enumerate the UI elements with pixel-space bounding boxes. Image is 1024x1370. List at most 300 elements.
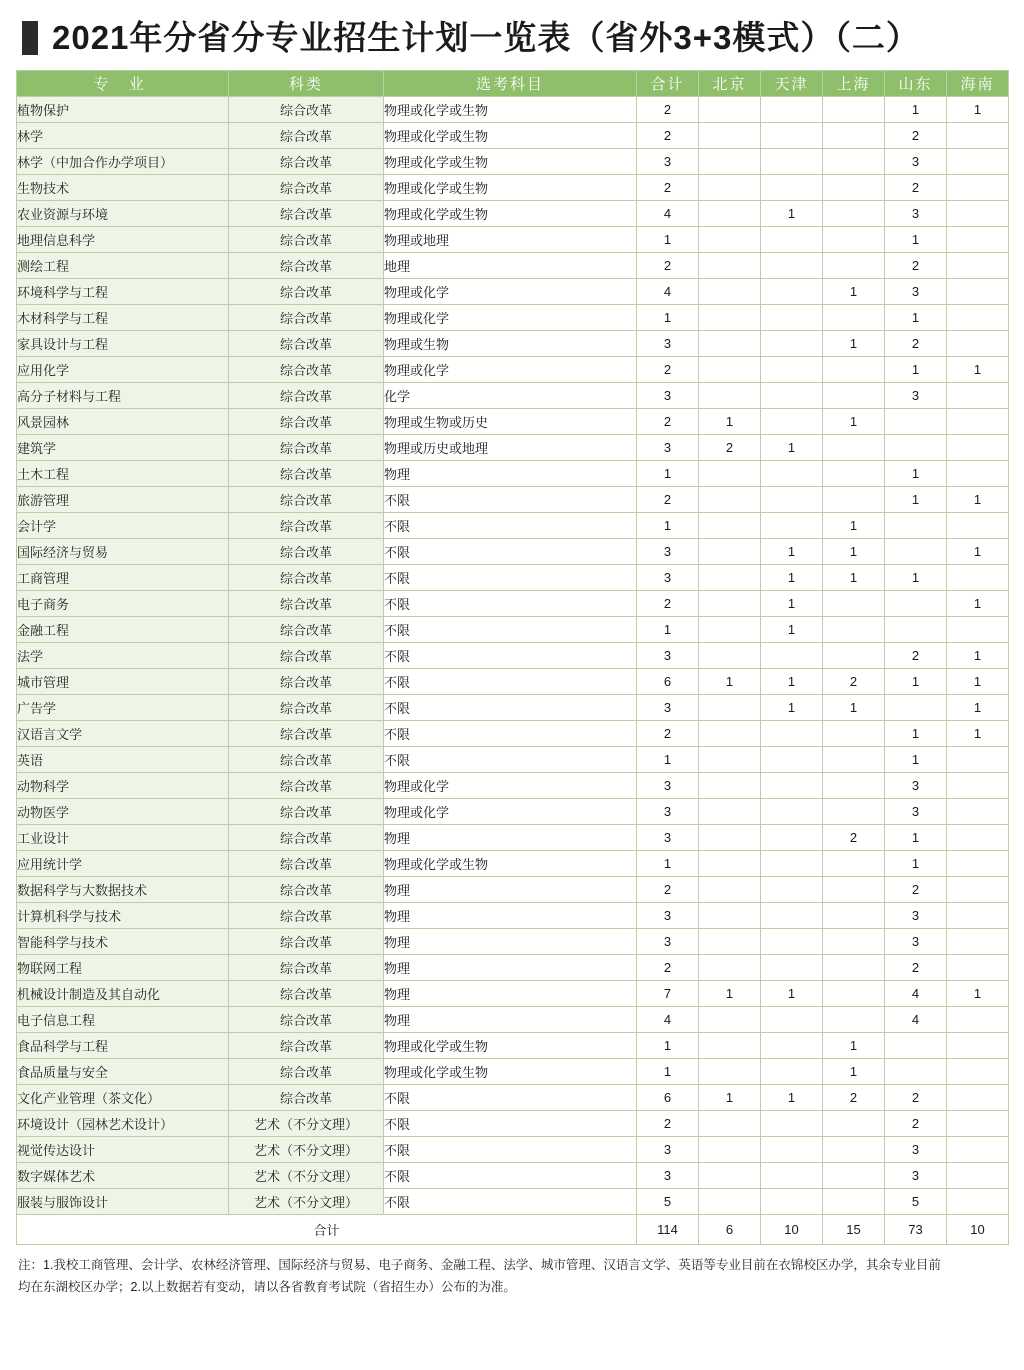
subject-cell: 物理或地理	[384, 227, 637, 253]
subject-cell: 物理或化学	[384, 305, 637, 331]
hainan-cell: 1	[947, 591, 1009, 617]
tianjin-cell	[761, 721, 823, 747]
major-cell: 国际经济与贸易	[17, 539, 229, 565]
subject-cell: 不限	[384, 695, 637, 721]
subject-cell: 物理	[384, 955, 637, 981]
total-cell: 1	[637, 305, 699, 331]
total-cell: 3	[637, 825, 699, 851]
shandong-cell: 3	[885, 1163, 947, 1189]
shanghai-cell	[823, 1163, 885, 1189]
tianjin-cell: 1	[761, 201, 823, 227]
major-cell: 英语	[17, 747, 229, 773]
shandong-cell	[885, 539, 947, 565]
major-cell: 物联网工程	[17, 955, 229, 981]
total-cell: 1	[637, 1033, 699, 1059]
table-row	[17, 773, 1009, 799]
table-row	[17, 669, 1009, 695]
tianjin-cell	[761, 1059, 823, 1085]
major-cell: 林学	[17, 123, 229, 149]
subject-cell: 地理	[384, 253, 637, 279]
shandong-cell: 1	[885, 461, 947, 487]
footnote-line-2: 均在东湖校区办学；2.以上数据若有变动，请以各省教育考试院（省招生办）公布的为准。	[18, 1279, 516, 1294]
table-row	[17, 461, 1009, 487]
major-cell: 城市管理	[17, 669, 229, 695]
total-cell: 1	[637, 747, 699, 773]
table-row	[17, 955, 1009, 981]
hainan-cell	[947, 461, 1009, 487]
total-cell: 3	[637, 383, 699, 409]
hainan-cell	[947, 435, 1009, 461]
shandong-cell	[885, 591, 947, 617]
major-cell: 数据科学与大数据技术	[17, 877, 229, 903]
hainan-cell	[947, 253, 1009, 279]
major-cell: 服装与服饰设计	[17, 1189, 229, 1215]
tianjin-cell	[761, 513, 823, 539]
shandong-cell: 1	[885, 669, 947, 695]
tianjin-cell	[761, 97, 823, 123]
category-cell: 综合改革	[229, 1059, 384, 1085]
major-cell: 林学（中加合作办学项目）	[17, 149, 229, 175]
table-row	[17, 721, 1009, 747]
total-cell: 1	[637, 851, 699, 877]
shanghai-cell	[823, 773, 885, 799]
shanghai-cell	[823, 175, 885, 201]
category-cell: 艺术（不分文理）	[229, 1189, 384, 1215]
shandong-cell	[885, 1059, 947, 1085]
table-row	[17, 435, 1009, 461]
total-cell: 2	[637, 877, 699, 903]
beijing-cell	[699, 331, 761, 357]
shanghai-cell	[823, 227, 885, 253]
total-cell: 3	[637, 695, 699, 721]
total-cell: 2	[637, 253, 699, 279]
category-cell: 综合改革	[229, 279, 384, 305]
total-cell: 2	[637, 721, 699, 747]
hainan-cell	[947, 929, 1009, 955]
shanghai-cell	[823, 253, 885, 279]
total-cell: 2	[637, 409, 699, 435]
major-cell: 动物科学	[17, 773, 229, 799]
beijing-cell	[699, 149, 761, 175]
table-row	[17, 617, 1009, 643]
tianjin-cell	[761, 175, 823, 201]
table-header	[17, 71, 1009, 97]
major-cell: 文化产业管理（茶文化）	[17, 1085, 229, 1111]
category-cell: 综合改革	[229, 955, 384, 981]
category-cell: 综合改革	[229, 799, 384, 825]
table-row	[17, 981, 1009, 1007]
hainan-cell	[947, 825, 1009, 851]
beijing-cell	[699, 487, 761, 513]
category-cell: 综合改革	[229, 487, 384, 513]
tianjin-cell	[761, 253, 823, 279]
hainan-cell	[947, 175, 1009, 201]
table-body	[17, 97, 1009, 1215]
total-cell: 1	[637, 513, 699, 539]
column-header-beijing: 北京	[699, 71, 761, 97]
page-title	[16, 14, 1008, 70]
major-cell: 应用统计学	[17, 851, 229, 877]
subject-cell: 不限	[384, 1189, 637, 1215]
total-cell: 3	[637, 1137, 699, 1163]
shandong-cell: 1	[885, 227, 947, 253]
hainan-cell	[947, 305, 1009, 331]
major-cell: 生物技术	[17, 175, 229, 201]
hainan-cell	[947, 1033, 1009, 1059]
shanghai-cell	[823, 383, 885, 409]
shanghai-cell: 1	[823, 409, 885, 435]
summary-tianjin: 10	[761, 1215, 823, 1245]
hainan-cell	[947, 799, 1009, 825]
total-cell: 3	[637, 643, 699, 669]
hainan-cell: 1	[947, 487, 1009, 513]
shanghai-cell	[823, 201, 885, 227]
table-row	[17, 305, 1009, 331]
shandong-cell: 1	[885, 357, 947, 383]
column-header-total: 合计	[637, 71, 699, 97]
shandong-cell: 1	[885, 721, 947, 747]
shanghai-cell	[823, 747, 885, 773]
category-cell: 综合改革	[229, 825, 384, 851]
major-cell: 地理信息科学	[17, 227, 229, 253]
shandong-cell: 3	[885, 279, 947, 305]
major-cell: 智能科学与技术	[17, 929, 229, 955]
shandong-cell: 3	[885, 149, 947, 175]
total-cell: 3	[637, 149, 699, 175]
subject-cell: 不限	[384, 513, 637, 539]
subject-cell: 物理	[384, 825, 637, 851]
shandong-cell: 2	[885, 331, 947, 357]
beijing-cell	[699, 643, 761, 669]
beijing-cell: 1	[699, 981, 761, 1007]
shanghai-cell	[823, 1007, 885, 1033]
category-cell: 综合改革	[229, 981, 384, 1007]
major-cell: 家具设计与工程	[17, 331, 229, 357]
total-cell: 2	[637, 175, 699, 201]
total-cell: 7	[637, 981, 699, 1007]
total-cell: 3	[637, 929, 699, 955]
total-cell: 3	[637, 773, 699, 799]
major-cell: 计算机科学与技术	[17, 903, 229, 929]
subject-cell: 物理	[384, 461, 637, 487]
hainan-cell	[947, 1163, 1009, 1189]
category-cell: 综合改革	[229, 565, 384, 591]
shanghai-cell: 1	[823, 565, 885, 591]
category-cell: 综合改革	[229, 305, 384, 331]
subject-cell: 不限	[384, 591, 637, 617]
tianjin-cell	[761, 799, 823, 825]
table-row	[17, 1189, 1009, 1215]
shanghai-cell: 1	[823, 1059, 885, 1085]
column-header-tianjin: 天津	[761, 71, 823, 97]
beijing-cell	[699, 1007, 761, 1033]
summary-shanghai: 15	[823, 1215, 885, 1245]
beijing-cell	[699, 929, 761, 955]
beijing-cell	[699, 617, 761, 643]
major-cell: 土木工程	[17, 461, 229, 487]
subject-cell: 物理或历史或地理	[384, 435, 637, 461]
shandong-cell	[885, 695, 947, 721]
total-cell: 1	[637, 227, 699, 253]
total-cell: 2	[637, 123, 699, 149]
beijing-cell	[699, 383, 761, 409]
beijing-cell	[699, 1137, 761, 1163]
tianjin-cell	[761, 1033, 823, 1059]
table-row	[17, 1085, 1009, 1111]
subject-cell: 物理或生物或历史	[384, 409, 637, 435]
shandong-cell	[885, 435, 947, 461]
category-cell: 综合改革	[229, 695, 384, 721]
category-cell: 综合改革	[229, 851, 384, 877]
table-row	[17, 383, 1009, 409]
category-cell: 综合改革	[229, 1085, 384, 1111]
major-cell: 机械设计制造及其自动化	[17, 981, 229, 1007]
tianjin-cell: 1	[761, 669, 823, 695]
total-cell: 2	[637, 955, 699, 981]
beijing-cell: 1	[699, 1085, 761, 1111]
shanghai-cell: 1	[823, 279, 885, 305]
tianjin-cell: 1	[761, 617, 823, 643]
page-title-text: 2021年分省分专业招生计划一览表（省外3+3模式）（二）	[52, 19, 920, 56]
major-cell: 植物保护	[17, 97, 229, 123]
subject-cell: 物理	[384, 877, 637, 903]
category-cell: 综合改革	[229, 747, 384, 773]
beijing-cell: 2	[699, 435, 761, 461]
table-header-row	[17, 71, 1009, 97]
total-cell: 3	[637, 1163, 699, 1189]
major-cell: 食品质量与安全	[17, 1059, 229, 1085]
major-cell: 高分子材料与工程	[17, 383, 229, 409]
tianjin-cell: 1	[761, 1085, 823, 1111]
total-cell: 1	[637, 617, 699, 643]
tianjin-cell	[761, 1111, 823, 1137]
shanghai-cell: 1	[823, 513, 885, 539]
tianjin-cell	[761, 1007, 823, 1033]
shandong-cell: 3	[885, 773, 947, 799]
beijing-cell	[699, 175, 761, 201]
beijing-cell	[699, 123, 761, 149]
table-row	[17, 695, 1009, 721]
shandong-cell: 3	[885, 383, 947, 409]
shandong-cell: 3	[885, 799, 947, 825]
category-cell: 综合改革	[229, 539, 384, 565]
hainan-cell: 1	[947, 981, 1009, 1007]
hainan-cell	[947, 383, 1009, 409]
shanghai-cell	[823, 617, 885, 643]
tianjin-cell: 1	[761, 591, 823, 617]
subject-cell: 不限	[384, 1085, 637, 1111]
category-cell: 综合改革	[229, 409, 384, 435]
major-cell: 工业设计	[17, 825, 229, 851]
subject-cell: 不限	[384, 487, 637, 513]
tianjin-cell	[761, 643, 823, 669]
tianjin-cell	[761, 331, 823, 357]
total-cell: 6	[637, 669, 699, 695]
table-row	[17, 1059, 1009, 1085]
category-cell: 综合改革	[229, 97, 384, 123]
subject-cell: 物理或化学或生物	[384, 1059, 637, 1085]
shanghai-cell	[823, 305, 885, 331]
table-row	[17, 97, 1009, 123]
table-row	[17, 279, 1009, 305]
beijing-cell	[699, 201, 761, 227]
category-cell: 艺术（不分文理）	[229, 1111, 384, 1137]
beijing-cell	[699, 227, 761, 253]
admission-plan-table	[16, 70, 1009, 1245]
table-row	[17, 539, 1009, 565]
shandong-cell: 2	[885, 877, 947, 903]
hainan-cell	[947, 1007, 1009, 1033]
hainan-cell: 1	[947, 695, 1009, 721]
total-cell: 3	[637, 799, 699, 825]
shandong-cell: 1	[885, 747, 947, 773]
subject-cell: 物理	[384, 1007, 637, 1033]
tianjin-cell	[761, 149, 823, 175]
shandong-cell: 5	[885, 1189, 947, 1215]
total-cell: 6	[637, 1085, 699, 1111]
major-cell: 视觉传达设计	[17, 1137, 229, 1163]
shandong-cell	[885, 513, 947, 539]
shanghai-cell	[823, 721, 885, 747]
category-cell: 艺术（不分文理）	[229, 1137, 384, 1163]
beijing-cell	[699, 461, 761, 487]
beijing-cell	[699, 851, 761, 877]
beijing-cell	[699, 513, 761, 539]
shanghai-cell	[823, 1189, 885, 1215]
column-header-shandong: 山东	[885, 71, 947, 97]
beijing-cell	[699, 279, 761, 305]
category-cell: 综合改革	[229, 123, 384, 149]
title-marker-icon	[22, 21, 38, 55]
shandong-cell: 1	[885, 825, 947, 851]
total-cell: 3	[637, 565, 699, 591]
total-cell: 2	[637, 357, 699, 383]
subject-cell: 物理	[384, 903, 637, 929]
column-header-hainan: 海南	[947, 71, 1009, 97]
shandong-cell: 1	[885, 851, 947, 877]
hainan-cell	[947, 955, 1009, 981]
category-cell: 综合改革	[229, 591, 384, 617]
category-cell: 综合改革	[229, 643, 384, 669]
table-row	[17, 357, 1009, 383]
table-footer	[17, 1215, 1009, 1245]
major-cell: 旅游管理	[17, 487, 229, 513]
category-cell: 综合改革	[229, 617, 384, 643]
subject-cell: 物理或化学	[384, 799, 637, 825]
hainan-cell	[947, 227, 1009, 253]
total-cell: 3	[637, 539, 699, 565]
hainan-cell	[947, 747, 1009, 773]
hainan-cell	[947, 149, 1009, 175]
shanghai-cell: 1	[823, 539, 885, 565]
shanghai-cell	[823, 487, 885, 513]
major-cell: 广告学	[17, 695, 229, 721]
tianjin-cell: 1	[761, 565, 823, 591]
category-cell: 综合改革	[229, 461, 384, 487]
table-row	[17, 253, 1009, 279]
beijing-cell	[699, 565, 761, 591]
shandong-cell: 2	[885, 643, 947, 669]
beijing-cell: 1	[699, 409, 761, 435]
category-cell: 综合改革	[229, 1033, 384, 1059]
beijing-cell	[699, 721, 761, 747]
subject-cell: 物理或化学或生物	[384, 201, 637, 227]
subject-cell: 不限	[384, 669, 637, 695]
beijing-cell	[699, 1059, 761, 1085]
shanghai-cell	[823, 929, 885, 955]
shandong-cell: 2	[885, 253, 947, 279]
table-row	[17, 799, 1009, 825]
shandong-cell: 2	[885, 955, 947, 981]
major-cell: 法学	[17, 643, 229, 669]
total-cell: 4	[637, 201, 699, 227]
major-cell: 电子信息工程	[17, 1007, 229, 1033]
table-row	[17, 591, 1009, 617]
hainan-cell	[947, 409, 1009, 435]
shandong-cell	[885, 1033, 947, 1059]
tianjin-cell	[761, 383, 823, 409]
tianjin-cell	[761, 279, 823, 305]
subject-cell: 物理或化学或生物	[384, 175, 637, 201]
subject-cell: 不限	[384, 565, 637, 591]
beijing-cell	[699, 695, 761, 721]
subject-cell: 不限	[384, 617, 637, 643]
subject-cell: 不限	[384, 1163, 637, 1189]
shanghai-cell	[823, 123, 885, 149]
subject-cell: 不限	[384, 747, 637, 773]
shanghai-cell	[823, 851, 885, 877]
category-cell: 综合改革	[229, 253, 384, 279]
table-row	[17, 929, 1009, 955]
beijing-cell	[699, 1033, 761, 1059]
beijing-cell	[699, 799, 761, 825]
column-header-category: 科类	[229, 71, 384, 97]
total-cell: 2	[637, 1111, 699, 1137]
tianjin-cell	[761, 357, 823, 383]
tianjin-cell	[761, 747, 823, 773]
shanghai-cell: 1	[823, 1033, 885, 1059]
subject-cell: 物理或化学	[384, 773, 637, 799]
major-cell: 数字媒体艺术	[17, 1163, 229, 1189]
category-cell: 综合改革	[229, 383, 384, 409]
major-cell: 木材科学与工程	[17, 305, 229, 331]
shandong-cell: 2	[885, 1085, 947, 1111]
category-cell: 综合改革	[229, 331, 384, 357]
shanghai-cell	[823, 357, 885, 383]
category-cell: 综合改革	[229, 435, 384, 461]
tianjin-cell	[761, 955, 823, 981]
category-cell: 艺术（不分文理）	[229, 1163, 384, 1189]
tianjin-cell	[761, 461, 823, 487]
summary-hainan: 10	[947, 1215, 1009, 1245]
table-row	[17, 123, 1009, 149]
shanghai-cell	[823, 955, 885, 981]
tianjin-cell	[761, 851, 823, 877]
footnotes	[16, 1255, 1008, 1298]
hainan-cell	[947, 123, 1009, 149]
summary-label: 合计	[17, 1215, 637, 1245]
tianjin-cell	[761, 929, 823, 955]
summary-total: 114	[637, 1215, 699, 1245]
table-row	[17, 1033, 1009, 1059]
beijing-cell	[699, 747, 761, 773]
tianjin-cell	[761, 227, 823, 253]
hainan-cell: 1	[947, 97, 1009, 123]
shandong-cell: 1	[885, 305, 947, 331]
major-cell: 会计学	[17, 513, 229, 539]
shanghai-cell	[823, 1111, 885, 1137]
tianjin-cell	[761, 487, 823, 513]
